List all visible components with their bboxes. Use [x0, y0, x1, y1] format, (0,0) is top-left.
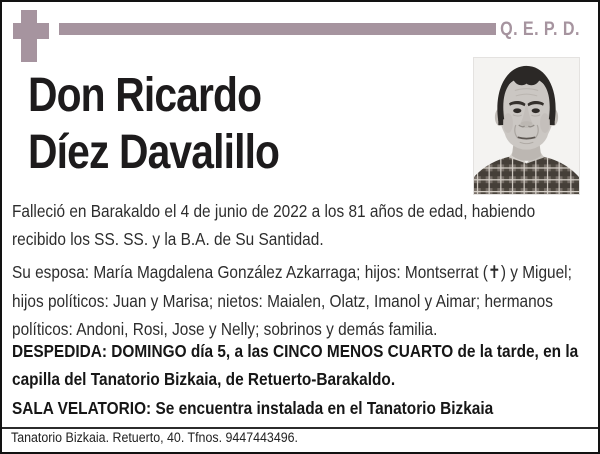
cross-icon [13, 23, 49, 39]
wake-room-notice-line: SALA VELATORIO: Se encuentra instalada en el Tanatorio Bizkaia [12, 398, 494, 418]
family-list-line: políticos: Andoni, Rosi, Jose y Nelly; sobrinos y demás familia. [12, 319, 438, 339]
farewell-notice-line: DESPEDIDA: DOMINGO día 5, a las CINCO MENOS CUARTO de la tarde, en la [12, 341, 579, 361]
family-list-line: Su esposa: María Magdalena González Azkarraga; hijos: Montserrat (✝) y Miguel; [12, 262, 572, 282]
portrait-photo [473, 57, 580, 195]
death-notice [12, 197, 535, 253]
death-notice-line: recibido los SS. SS. y la B.A. de Su Santidad. [12, 229, 324, 249]
family-list [12, 258, 572, 344]
death-notice-line: Falleció en Barakaldo el 4 de junio de 2022 a los 81 años de edad, habiendo [12, 201, 536, 221]
family-list-line: hijos políticos: Juan y Marisa; nietos: Maialen, Olatz, Imanol y Aimar; hermanos [12, 290, 553, 311]
header-rule [59, 23, 496, 35]
portrait-photo-drawing [474, 58, 579, 194]
farewell-notice [12, 337, 578, 393]
deceased-name-line1: Don Ricardo [28, 69, 262, 122]
deceased-name-line2: Díez Davalillo [28, 126, 280, 179]
wake-room-notice [12, 394, 493, 422]
farewell-notice-line: capilla del Tanatorio Bizkaia, de Retuerto-Barakaldo. [12, 369, 396, 389]
deceased-name [28, 67, 279, 181]
funeral-home-footer: Tanatorio Bizkaia. Retuerto, 40. Tfnos. 9447443496. [11, 430, 299, 445]
qepd-label: Q. E. P. D. [500, 19, 580, 40]
